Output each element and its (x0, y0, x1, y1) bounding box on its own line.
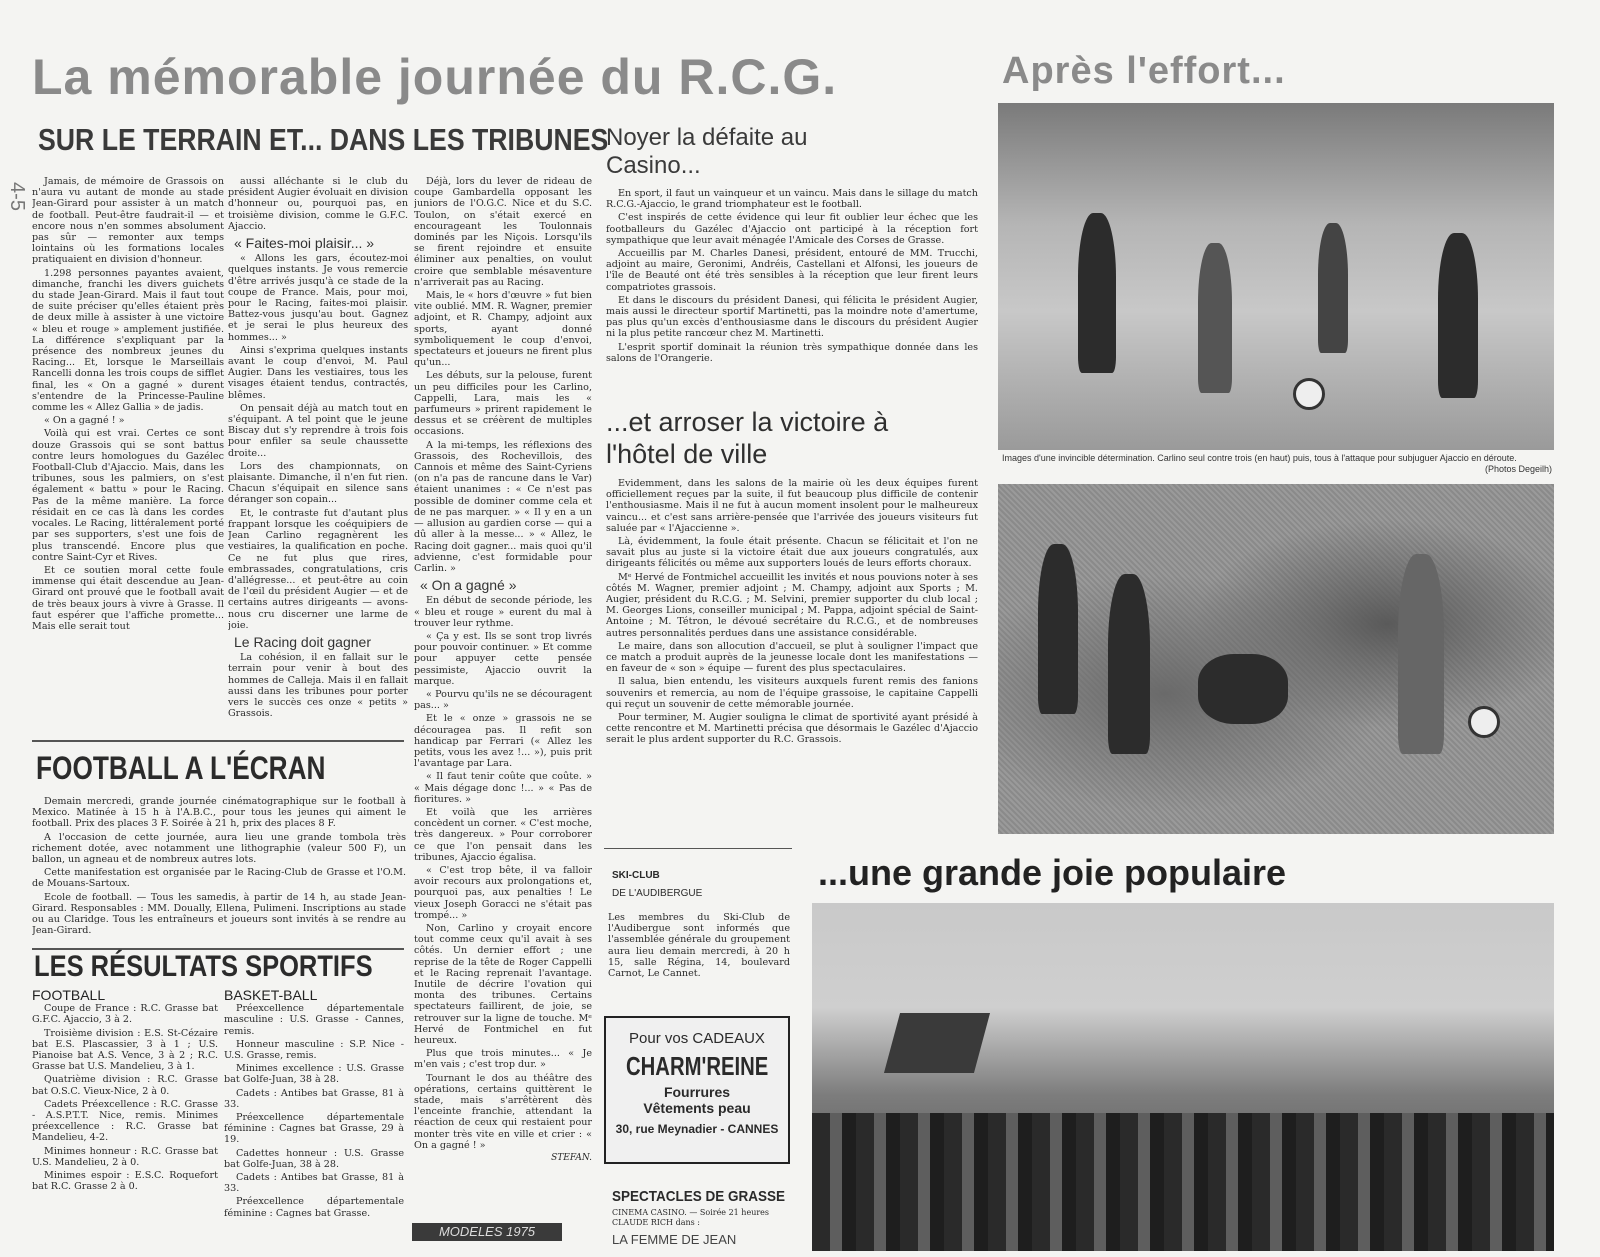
margin-mark: 4-5 (5, 182, 28, 211)
result-item: Minimes espoir : E.S.C. Roquefort bat R.C. Grasse 2 à 0. (32, 1170, 218, 1193)
result-item: Troisième division : E.S. St-Cézaire bat E.S. Plascassier, 3 à 1 ; U.S. Pianoise bat A.S. Vence, 3 à 2 ; R.C. Grasse bat U.S. Mandelieu, 3 à 1. (32, 1027, 218, 1073)
result-item: Coupe de France : R.C. Grasse bat G.F.C. Ajaccio, 3 à 2. (32, 1003, 218, 1026)
col3-para: Non, Carlino y croyait encore tout comme ceux qu'il avait à ses côtés. Un dernier effort ; une reprise de la tête de Roger Cappelli et le Racing reprenait l'avantage. Inutile de décrire l'ovation qui monta des tribunes. Certains spectateurs faillirent, de joie, se retrouver sur la ligne de touche. Mᵉ Hervé de Fontmichel en fut heureux. (414, 923, 592, 1047)
hotel-para: Pour terminer, M. Augier souligna le climat de sportivité ayant présidé à cette rencontre et M. Martinetti précisa que désormais le Gazélec d'Ajaccio serait le plus ardent supporter du R.C. Grassois. (606, 712, 978, 746)
col3-para: Déjà, lors du lever de rideau de coupe Gambardella opposant les juniors de l'O.G.C. Nice et du S.C. Toulon, on s'était exercé en encourageant les Toulonnais dominés par les Niçois. Lorsqu'ils se firent rejoindre et ensuite éliminer aux penalties, on voulut croire que semblable mésaventure n'arriverait pas au Racing. (414, 176, 592, 288)
casino-para: En sport, il faut un vainqueur et un vaincu. Mais dans le sillage du match R.C.G.-Ajaccio, le grand triomphateur est le football. (606, 188, 978, 211)
spectacles-text: CINEMA CASINO. — Soirée 21 heures CLAUDE RICH dans : (612, 1208, 770, 1227)
article-col-1 (32, 176, 224, 734)
spectacles-film: LA FEMME DE JEAN (612, 1232, 737, 1247)
article-col-2 (228, 176, 408, 736)
hotel-headline: ...et arroser la victoire à l'hôtel de ville (606, 407, 889, 469)
col1-para: Jamais, de mémoire de Grassois on n'aura vu autant de monde au stade Jean-Girard pour assister à un match de football. Peut-être faudrait-il — et encore nous n'en sommes absolument pas sûr — remonter aux temps lointains où les formations locales pratiquaient en division d'honneur. (32, 176, 224, 266)
ski-club-subtitle: DE L'AUDIBERGUE (612, 888, 703, 899)
result-item: Préexcellence départementale féminine : Cagnes bat Grasse. (224, 1196, 404, 1219)
football-ecran-para: Ecole de football. — Tous les samedis, à partir de 14 h, au stade Jean-Girard. Responsables : MM. Doually, Ellena, Pulimeni. Inscriptions au stade ou au Claridge. Tous les entraîneurs et joueurs sont invités à se rendre au Jean-Girard. (32, 891, 406, 937)
football-ecran-para: A l'occasion de cette journée, aura lieu une grande tombola très richement dotée, avec notamment une lithographie (valeur 500 F), un ballon, un agneau et de nombreux autres lots. (32, 831, 406, 866)
col2-para: Ainsi s'exprima quelques instants avant le coup d'envoi, M. Paul Augier. Dans les vestiaires, tous les visages étaient tendus, contractés, blêmes. (228, 344, 408, 401)
sub-headline: SUR LE TERRAIN ET... DANS LES TRIBUNES (38, 122, 609, 157)
hotel-para: Il salua, bien entendu, les visiteurs auxquels furent remis des fanions souvenirs et remercia, au nom de l'équipe grassoise, le capitaine Cappelli qui reçut un souvenir de cette mémorable journée. (606, 676, 978, 710)
match-photo-top (998, 103, 1554, 450)
photo-credit: (Photos Degeilh) (1484, 464, 1552, 474)
result-item: Minimes excellence : U.S. Grasse bat Golfe-Juan, 38 à 28. (224, 1063, 404, 1086)
ball-icon (1293, 378, 1325, 410)
col2-para: « Allons les gars, écoutez-moi quelques instants. Je vous remercie d'être arrivés jusqu'à ce stade de la coupe de France. Mais, pour moi, pour le Racing, faites-moi plaisir. Battez-vous jusqu'au bout. Gagnez et je serai le plus heureux des hommes... » (228, 253, 408, 343)
divider (604, 848, 792, 849)
player-figure (1438, 233, 1478, 398)
col2-para: aussi alléchante si le club du président Augier évoluait en division d'honneur ou, pourquoi pas, en troisième division, comme le G.F.C. Ajaccio. (228, 176, 408, 232)
result-item: Honneur masculine : S.P. Nice - U.S. Grasse, remis. (224, 1038, 404, 1062)
apres-headline: Après l'effort... (1002, 50, 1286, 92)
result-item: Cadets Préexcellence : R.C. Grasse - A.S.P.T.T. Nice, remis. Minimes préexcellence : R.C. Grasse bat Mandelieu, 4-2. (32, 1098, 218, 1144)
casino-headline: Noyer la défaite au Casino... (606, 124, 808, 179)
col3-para: Plus que trois minutes... « Je m'en vais ; c'est trop dur. » (414, 1048, 592, 1071)
article-col-3 (414, 176, 592, 1216)
resultats-headline: LES RÉSULTATS SPORTIFS (34, 950, 373, 983)
football-results-title: FOOTBALL (32, 990, 106, 1003)
casino-text (606, 188, 978, 400)
charmreine-ad (604, 1016, 790, 1164)
resultats-basket (224, 990, 404, 1252)
hotel-para: Le maire, dans son allocution d'accueil, se plut à souligner l'impact que ce match a produit auprès de la jeunesse locale dont les manifestations — en faveur de « son » équipe — furent des plus spectaculaires. (606, 640, 978, 675)
basket-results-title: BASKET-BALL (224, 990, 318, 1003)
col2-subhead-plaisir: « Faites-moi plaisir... » (234, 235, 375, 252)
hotel-para: Mᵉ Hervé de Fontmichel accueillit les invités et nous pouvions noter à ses côtés M. Wagner, premier adjoint ; M. Champy, adjoint aux Sports ; M. Augier, président du R.C.G. ; M. Selvini, premier supporter du club local ; M. Georges Lions, conseiller municipal ; M. Pappa, adjoint spécial de Saint-Antoine ; M. Tétron, le dévoué secrétaire du R.C.G., et de nombreuses autres personnalités perdues dans une assistance considérable. (606, 571, 978, 639)
ad-line-cadeaux: Pour vos CADEAUX (629, 1030, 765, 1047)
result-item: Quatrième division : R.C. Grasse bat O.S.C. Vieux-Nice, 2 à 0. (32, 1074, 218, 1097)
ball-icon (1468, 706, 1500, 738)
hotel-para: Evidemment, dans les salons de la mairie où les deux équipes furent officiellement reçues par la suite, il fut beaucoup plus difficile de contenir l'enthousiasme. Mais il ne fut à aucun moment insolent pour le malheureux vaincu... et c'est sans arrière-pensée que l'arrivée des joueurs visiteurs fut saluée par « l'Ajaccienne ». (606, 478, 978, 534)
ad-line-vetements: Vêtements peau (643, 1100, 751, 1116)
ad-address: 30, rue Meynadier - CANNES (615, 1122, 779, 1136)
result-item: Préexcellence départementale féminine : Cagnes bat Grasse, 29 à 19. (224, 1112, 404, 1146)
hotel-para: Là, évidemment, la foule était présente. Chacun se félicitait et l'on ne savait plus au juste si la victoire était due aux joueurs congratulés, aux dirigeants félicités ou même aux supporters loués de leurs efforts choraux. (606, 536, 978, 570)
col3-para: « Pourvu qu'ils ne se découragent pas... » (414, 688, 592, 712)
col1-para: Voilà qui est vrai. Certes ce sont douze Grassois qui se sont battus contre leurs homologues du Gazélec Football-Club d'Ajaccio. Mais, dans les tribunes, sous les palmiers, on s'est également « battu » pour le Racing. Pas de la même manière. La force résidait en ce cas là dans les cordes vocales. Le Racing, littéralement porté par ses supporters, s'est une fois de plus transcendé. Encore plus que contre Saint-Cyr et Rives. (32, 428, 224, 563)
hotel-text (606, 478, 978, 840)
spectacles-headline: SPECTACLES DE GRASSE (612, 1188, 786, 1205)
casino-para: L'esprit sportif dominait la réunion très sympathique donnée dans les salons de l'Orangerie. (606, 341, 978, 364)
caption-text: Images d'une invincible détermination. Carlino seul contre trois (en haut) puis, tous à l'attaque pour subjuguer Ajaccio en déroute. (1002, 453, 1517, 463)
result-item: Minimes honneur : R.C. Grasse bat U.S. Mandelieu, 2 à 0. (32, 1145, 218, 1168)
football-ecran-para: Cette manifestation est organisée par le Racing-Club de Grasse et l'O.M. de Mouans-Sartoux. (32, 867, 406, 890)
col3-para: « C'est trop bête, il va falloir avoir recours aux prolongations et, pourquoi pas, aux penalties ! Le vieux Joseph Goracci ne s'était pas trompé... » (414, 864, 592, 921)
joie-headline: ...une grande joie populaire (818, 852, 1287, 893)
modeles-banner: MODELES 1975 (412, 1223, 562, 1241)
football-ecran-headline: FOOTBALL A L'ÉCRAN (36, 750, 326, 786)
col2-para: La cohésion, il en fallait sur le terrain pour venir à bout des hommes de Calleja. Mais il en fallait aussi dans les tribunes pour porter vers le succès ces onze « petits » Grassois. (228, 652, 408, 720)
col1-para: Et ce soutien moral cette foule immense qui était descendue au Jean-Girard ont prouvé que le football avait de très beaux jours à vivre à Grasse. Il faut espérer que l'affiche promette... Mais elle serait tout (32, 564, 224, 632)
player-figure (1108, 574, 1150, 754)
casino-para: Et dans le discours du président Danesi, qui félicita le président Augier, mais aussi le directeur sportif Martinetti, pas la moindre note d'amertume, pas plus qu'un excès d'enthousiasme dans le discours du président Augier ni la plus petite rancœur chez M. Martinetti. (606, 294, 978, 340)
col3-para: Et voilà que les arrières concèdent un corner. « C'est moche, très dangereux. » Pour corroborer ce que l'on pensait dans les tribunes, Ajaccio égalisa. (414, 806, 592, 863)
col3-para: Tournant le dos au théâtre des opérations, certains quittèrent le stade, mais s'arrêtèrent dès l'enceinte franchie, attendant la réaction de ceux qui restaient pour monter très vite en ville et crier : « On a gagné ! » (414, 1072, 592, 1151)
ad-line-fourrures: Fourrures (663, 1084, 731, 1100)
col3-para: Les débuts, sur la pelouse, furent un peu difficiles pour les Carlino, Cappelli, Lara, mais les « parfumeurs » prirent rapidement le dessus et se créèrent de multiples occasions. (414, 370, 592, 438)
casino-para: C'est inspirés de cette évidence qui leur fit oublier leur échec que les footballeurs du Gazélec d'Ajaccio ont participé à la réception fort sympathique que leur avait ménagée l'Amicale des Corses de Grasse. (606, 212, 978, 246)
player-figure (1198, 243, 1232, 393)
col3-subhead-gagne: « On a gagné » (420, 577, 517, 594)
match-photo-bottom (998, 484, 1554, 834)
col3-para: En début de seconde période, les « bleu et rouge » eurent du mal à trouver leur rythme. (414, 595, 592, 629)
crowd-photo (812, 903, 1554, 1251)
result-item: Cadets : Antibes bat Grasse, 81 à 33. (224, 1087, 404, 1110)
photo-caption (1002, 453, 1552, 475)
player-figure (1198, 654, 1288, 724)
main-headline: La mémorable journée du R.C.G. (32, 49, 838, 105)
result-item: Préexcellence départementale masculine : U.S. Grasse - Cannes, remis. (224, 1003, 404, 1037)
col3-para: Mais, le « hors d'œuvre » fut bien vite oublié. MM. R. Wagner, premier adjoint, et R. Champy, adjoint aux sports, ayant donné symboliquement le coup d'envoi, spectateurs et joueurs ne firent plus qu'un... (414, 290, 592, 369)
football-ecran-text (32, 796, 406, 946)
divider (32, 740, 404, 742)
col1-para: « On a gagné ! » (44, 415, 125, 427)
casino-para: Accueillis par M. Charles Danesi, président, entouré de MM. Trucchi, adjoint au maire, Geronimi, Andréis, Castellani et Alfonsi, les joueurs de l'île de Beauté ont été très sensibles à la réception que leur firent leurs compatriotes grassois. (606, 248, 978, 293)
player-figure (1078, 213, 1116, 373)
col2-para: On pensait déjà au match tout en s'équipant. A tel point que le jeune Biscay dut s'y reprendre à trois fois pour enfiler sa seule chaussette droite... (228, 402, 408, 459)
col3-para: « Ça y est. Ils se sont trop livrés pour pouvoir continuer. » Et comme pour appuyer cette pensée pessimiste, Ajaccio ouvrit la marque. (414, 630, 592, 687)
flag-shape (884, 1013, 990, 1073)
player-figure (1398, 554, 1444, 754)
football-ecran-para: Demain mercredi, grande journée cinématographique sur le football à Mexico. Matinée à 15 h à l'A.B.C., pour tous les jeunes qui aiment le football. Prix des places 3 F. Soirée à 21 h, prix des places 8 F. (32, 796, 406, 830)
ski-club-text: Les membres du Ski-Club de l'Audibergue sont informés que l'assemblée générale du groupement aura lieu demain mercredi, à 20 h 15, salle Régina, 14, boulevard Carnot, Le Cannet. (608, 912, 790, 980)
col3-para: « Il faut tenir coûte que coûte. » « Mais dégage donc !... » « Pas de fioritures. » (414, 771, 592, 805)
crowd-band (812, 1113, 1554, 1251)
col3-para: A la mi-temps, les réflexions des Grassois, des Rochevillois, des Cannois et même des Saint-Cyriens (on n'a pas de rancune dans le Var) étaient unanimes : « Ce n'est pas possible de dominer comme cela et de ne pas marquer. » « Il y en a un — allusion au gardien corse — qui a dû aller à la messe... » « Allez, le Racing doit gagner... mais quoi qu'il advienne, c'est formidable pour Carlin. » (414, 439, 592, 574)
ski-club-title: SKI-CLUB (612, 870, 660, 881)
col1-para: 1.298 personnes payantes avaient, dimanche, franchi les divers guichets du stade Jean-Girard. Mais il faut tout de suite préciser qu'elles étaient près de deux mille à assister à une victoire « bleu et rouge » amplement justifiée. La différence s'expliquant par la présence des nombreux jeunes du Racing... Et, lorsque le Marseillais Rancelli donna les trois coups de sifflet final, les « On a gagné » durent s'entendre de la Princesse-Pauline comme les « Allez Gallia » de jadis. (32, 267, 224, 414)
col2-para: Lors des championnats, on plaisante. Dimanche, il n'en fut rien. Chacun s'équipait en silence sans déranger son copain... (228, 460, 408, 506)
ad-brand: CHARM'REINE (626, 1051, 769, 1081)
result-item: Cadets : Antibes bat Grasse, 81 à 33. (224, 1172, 404, 1195)
resultats-football (32, 990, 218, 1252)
article-signature: STEFAN. (551, 1153, 592, 1164)
result-item: Cadettes honneur : U.S. Grasse bat Golfe-Juan, 38 à 28. (224, 1147, 404, 1170)
col2-subhead-racing: Le Racing doit gagner (234, 633, 371, 650)
col3-para: Et le « onze » grassois ne se découragea pas. Il refit son handicap par Ferrari (« Allez les petits, vous les avez !... »), puis prit l'avantage par Lara. (414, 713, 592, 770)
player-figure (1038, 544, 1078, 714)
player-figure (1318, 223, 1348, 353)
col2-para: Et, le contraste fut d'autant plus frappant lorsque les coéquipiers de Jean Carlino regagnèrent les vestiaires, la qualification en poche. Ce ne fut plus que rires, embrassades, congratulations, cris d'allégresse... et peut-être au coin de l'œil du président Augier — et de certains autres dirigeants — avons-nous cru discerner une larme de joie. (228, 507, 408, 631)
